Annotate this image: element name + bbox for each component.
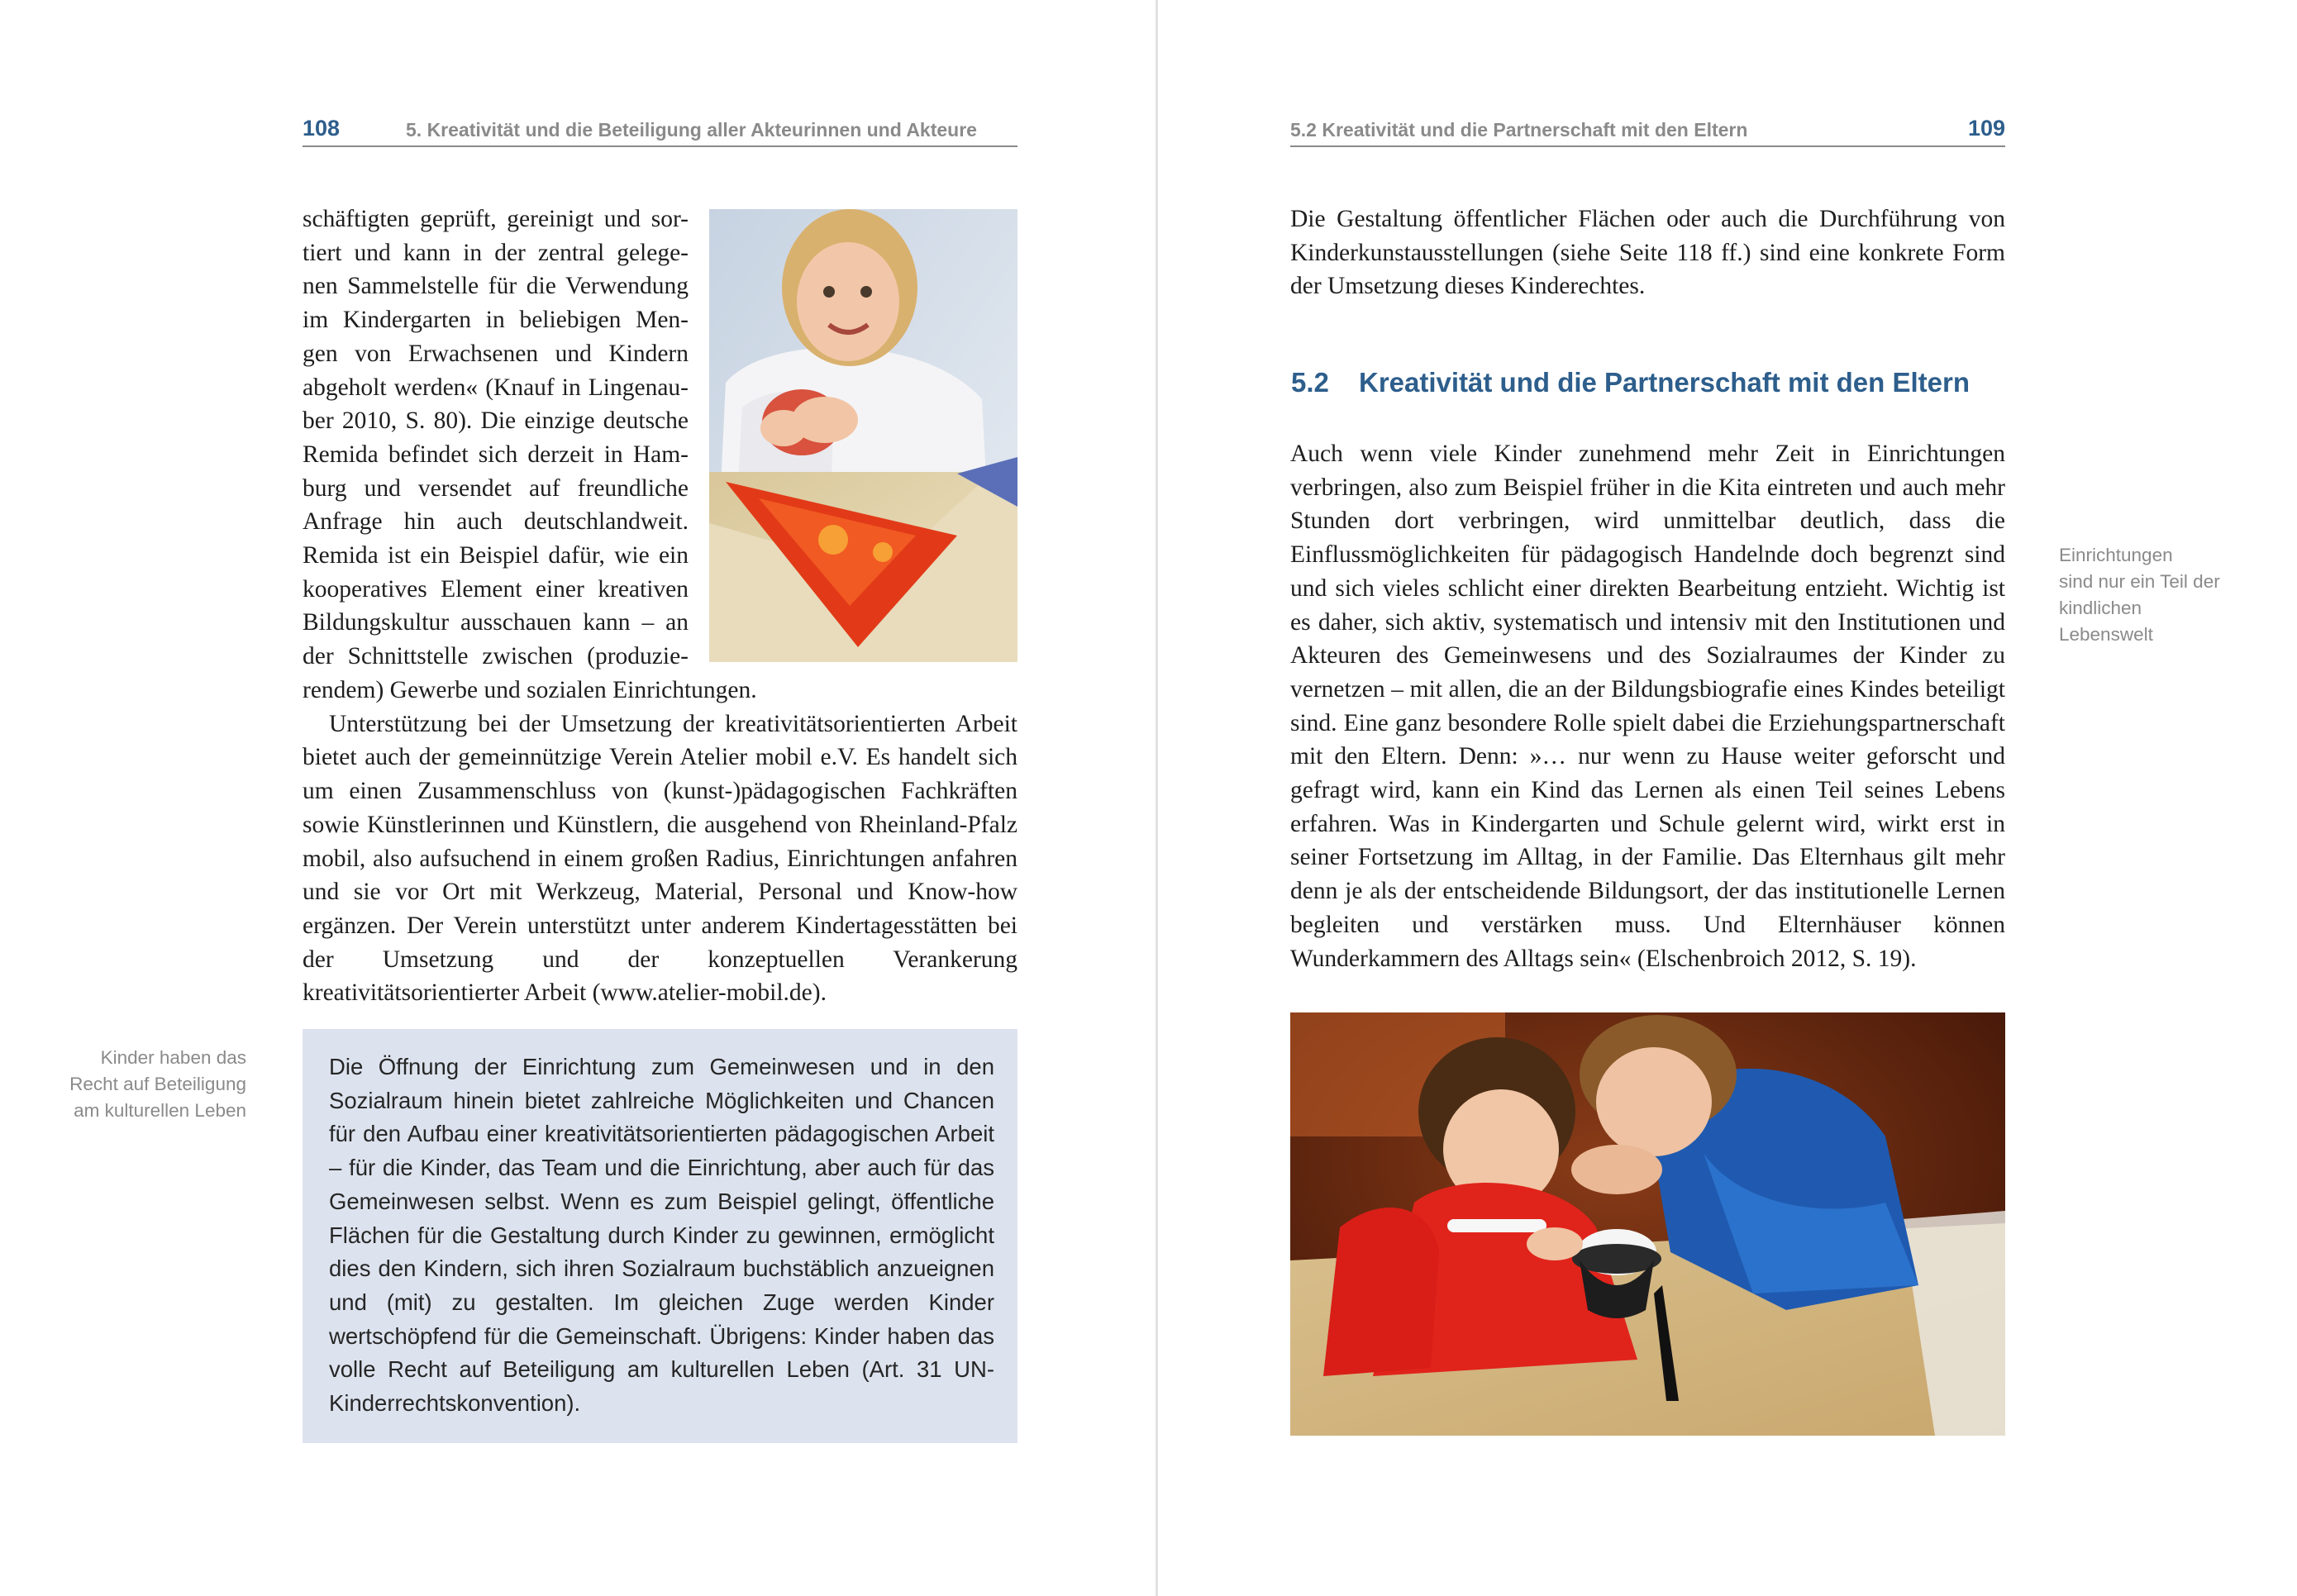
section-number: 5.2 [1291,367,1329,398]
text-line: nen Sammelstelle für die Verwendung [303,273,689,300]
intro-paragraph: Die Gestaltung öffentlicher Flächen oder auch die Durchführung von Kinderkunstausstellungen (siehe Seite 118 ff.) sind eine konkrete Form der Umsetzung dieses Kinderechtes. [1290,206,2005,300]
side-note-line: kindlichen [2059,598,2142,618]
text-line: burg und versendet auf freundliche [303,474,689,502]
paragraph-end: rendem) Gewerbe und sozialen Einrichtungen. [303,677,757,703]
side-note-line: Kinder haben das [100,1047,246,1068]
side-note-line: Recht auf Beteiligung [69,1074,246,1094]
text-line: Anfrage hin auch deutschlandweit. [303,508,689,536]
left-page-number: 108 [303,116,341,141]
text-line: kooperatives Element einer kreativen [303,575,689,603]
text-line: Remida befindet sich derzeit in Ham- [303,441,689,468]
book-gutter [1156,0,1158,1596]
right-intro-text [1290,202,2005,303]
side-note-line: sind nur ein Teil der [2059,571,2220,592]
photo-girl-felt-image [709,209,1017,662]
right-running-header [1290,112,2005,147]
text-line: im Kindergarten in beliebigen Men- [303,307,689,334]
left-running-title: 5. Kreativität und die Beteiligung aller Akteurinnen und Akteure [406,119,977,141]
photo-child-and-woman-crafting [1290,1012,2005,1436]
text-line: tiert und kann in der zentral gelege- [303,239,689,266]
section-title: Kreativität und die Partnerschaft mit den Eltern [1359,367,1970,398]
photo-crafting-image [1290,1012,2005,1436]
text-line: abgeholt werden« (Knauf in Lingenau- [303,374,689,401]
left-running-header [303,112,1017,147]
left-main-text [303,674,1017,1010]
section-heading [1291,367,1970,398]
photo-girl-felt [709,209,1017,662]
text-line: Bildungskultur ausschauen kann – an [303,609,689,636]
text-line: schäftigten geprüft, gereinigt und sor- [303,206,689,232]
side-note-line: Lebenswelt [2059,624,2153,645]
right-section-text [1290,437,2005,975]
side-note-line: am kulturellen Leben [74,1100,246,1121]
right-side-note [2059,542,2274,648]
info-box [303,1029,1017,1443]
left-side-note [33,1045,246,1124]
text-line: der Schnittstelle zwischen (produzie- [303,643,689,670]
info-box-text: Die Öffnung der Einrichtung zum Gemeinwesen und in den Sozialraum hinein bietet zahlreiche Möglichkeiten und Chancen für den Aufbau einer kreativitätsorientierten pädagogischen Arbeit – für die Kinder, das Team und die Einrichtung, aber auch für das Gemeinwesen selbst. Wenn es zum Beispiel gelingt, öffentliche Flächen für die Gestaltung durch Kinder zu gewinnen, ermöglicht dies den Kindern, sich ihren Sozialraum buchstäblich anzueignen und (mit) zu gestalten. Im gleichen Zuge werden Kinder wertschöpfend für die Gemeinschaft. Übrigens: Kinder haben das volle Recht auf Beteiligung am kulturellen Leben (Art. 31 UN-Kinderrechtskonvention). [329,1054,994,1417]
section-paragraph: Auch wenn viele Kinder zunehmend mehr Zeit in Einrichtungen verbringen, also zum Beispiel früher in die Kita eintreten und auch mehr Stunden dort verbringen, wird unmittelbar deutlich, dass die Einflussmöglichkeiten für pädagogisch Handelnde doch begrenzt sind und sich vieles schlicht einer direkten Bearbeitung entzieht. Wichtig ist es daher, sich aktiv, systematisch und intensiv mit den Institutionen und Akteuren des Gemeinwesens und des Sozialraumes der Kinder zu vernetzen – mit allen, die an der Bildungsbiografie eines Kindes beteiligt sind. Eine ganz besondere Rolle spielt dabei die Erziehungspartnerschaft mit den Eltern. Denn: »… nur wenn zu Hause weiter geforscht und gefragt wird, kann ein Kind das Lernen als einen Teil seines Lebens erfahren. Was in Kindergarten und Schule gelernt wird, wirkt erst in seiner Fortsetzung im Alltag, in der Familie. Das Elternhaus gilt mehr denn je als der entscheidende Bildungsort, der das institutionelle Lernen begleiten und verstärken muss. Und Elternhäuser können Wunderkammern des Alltags sein« (Elschenbroich 2012, S. 19). [1290,441,2005,972]
text-line: ber 2010, S. 80). Die einzige deutsche [303,407,689,435]
right-page-number: 109 [1967,116,2005,141]
text-line: Remida ist ein Beispiel dafür, wie ein [303,542,689,569]
paragraph-atelier-mobil: Unterstützung bei der Umsetzung der kreativitätsorientierten Arbeit bietet auch der gemeinnützige Verein Atelier mobil e.V. Es handelt sich um einen Zusammenschluss von (kunst-)pädagogischen Fachkräften sowie Künstlerinnen und Künstlern, die ausgehend von Rheinland-Pfalz mobil, also aufsuchend in einem großen Radius, Einrichtungen anfahren und sie vor Ort mit Werkzeug, Material, Personal und Know-how ergänzen. Der Verein unterstützt unter anderem Kindertagesstätten bei der Umsetzung und der konzeptuellen Verankerung kreativitätsorientierter Arbeit (www.atelier-mobil.de). [303,710,1017,1007]
left-wrap-text [303,202,689,674]
text-line: gen von Erwachsenen und Kindern [303,340,689,367]
right-running-title: 5.2 Kreativität und die Partnerschaft mit den Eltern [1290,119,1748,141]
side-note-line: Einrichtungen [2059,545,2173,565]
